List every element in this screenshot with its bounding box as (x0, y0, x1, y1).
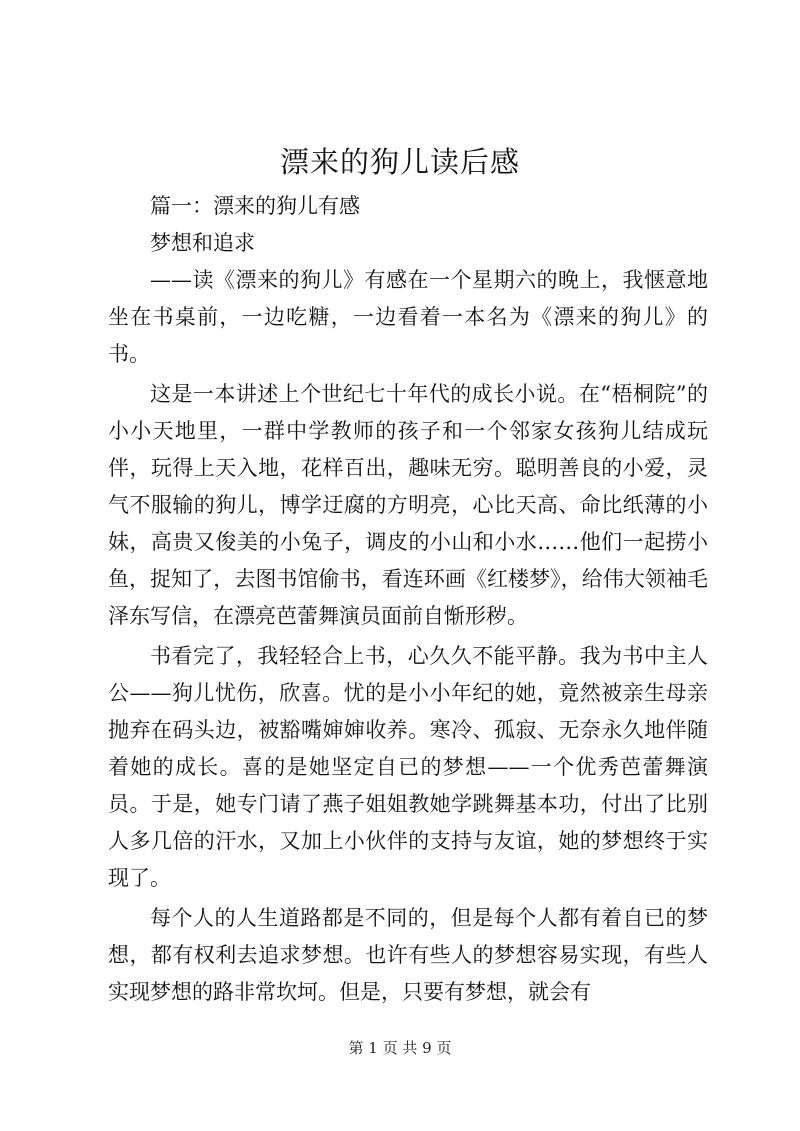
page-number-footer: 第 1 页 共 9 页 (348, 1039, 452, 1057)
body-paragraph: 书看完了，我轻轻合上书，心久久不能平静。我为书中主人公——狗儿忧伤，欣喜。忧的是小小年纪的她，竟然被亲生母亲抛弃在码头边，被豁嘴婶婶收养。寒冷、孤寂、无奈永久地伴随着她的成长。喜的是她坚定自已的梦想——一个优秀芭蕾舞演员。于是，她专门请了燕子姐姐教她学跳舞基本功，付出了比别人多几倍的汗水，又加上小伙伴的支持与友谊，她的梦想终于实现了。 (108, 644, 708, 890)
document-title: 漂来的狗儿读后感 (279, 145, 520, 179)
body-paragraph: 这是一本讲述上个世纪七十年代的成长小说。在“梧桐院”的小小天地里，一群中学教师的孩子和一个邻家女孩狗儿结成玩伴，玩得上天入地，花样百出，趣味无穷。聪明善良的小爱，灵气不服输的狗儿，博学迂腐的方明亮，心比天高、命比纸薄的小妹，高贵又俊美的小兔子，调皮的小山和小水……他们一起捞小鱼，捉知了，去图书馆偷书，看连环画《红楼梦》，给伟大领袖毛泽东写信，在漂亮芭蕾舞演员面前自惭形秽。 (108, 382, 708, 628)
document-body (108, 188, 708, 1011)
body-paragraph: ——读《漂来的狗儿》有感在一个星期六的晚上，我惬意地坐在书桌前，一边吃糖，一边看着一本名为《漂来的狗儿》的书。 (108, 268, 708, 366)
subtitle: 梦想和追求 (150, 231, 255, 255)
section-heading: 篇一：漂来的狗儿有感 (150, 194, 360, 218)
body-paragraph: 每个人的人生道路都是不同的，但是每个人都有着自已的梦想，都有权利去追求梦想。也许有些人的梦想容易实现，有些人实现梦想的路非常坎坷。但是，只要有梦想，就会有 (108, 906, 708, 1004)
